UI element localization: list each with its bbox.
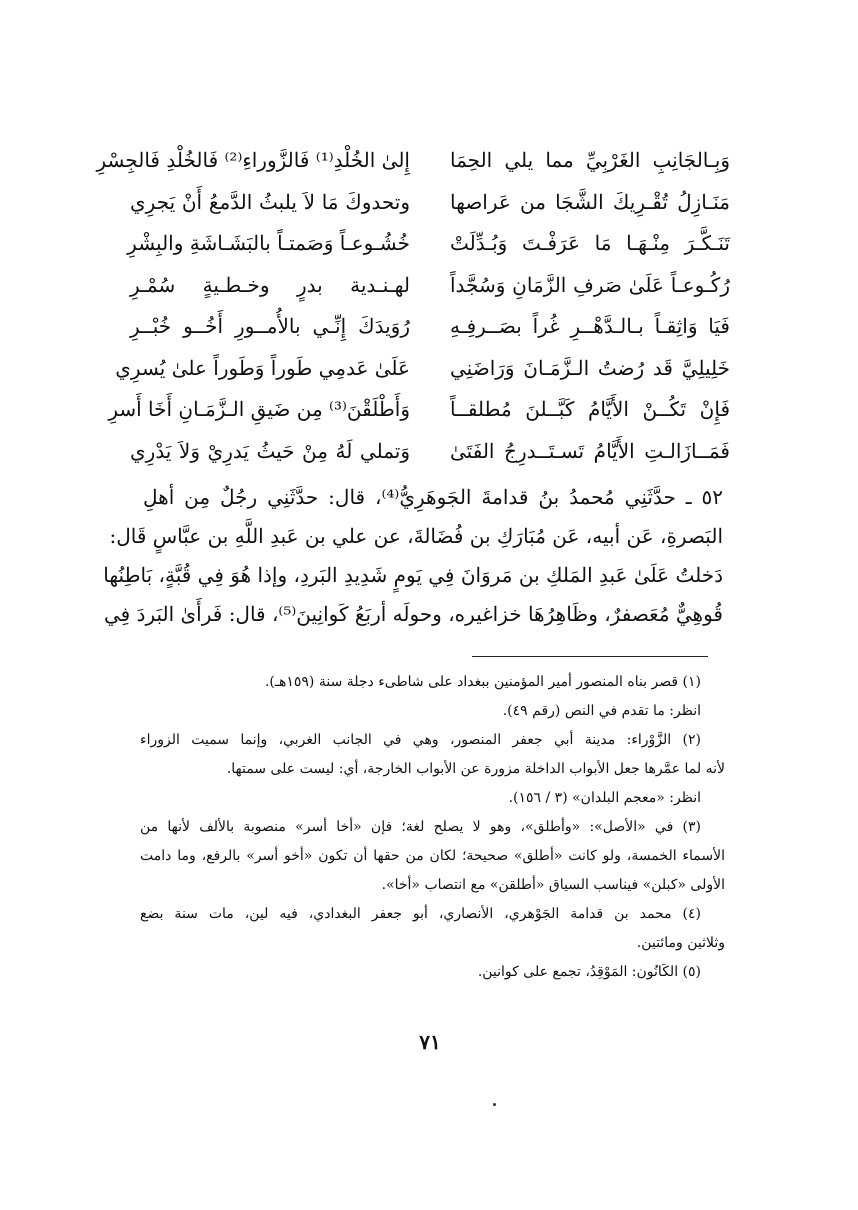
footnote-line: الأسماء الخمسة، ولو كانت «أطلق» صحيحة؛ لكان من حقها أن تكون «أخو أسر» بالرفع، وما دامت — [140, 848, 725, 864]
verse-hemistich: وَتملي لَهُ مِنْ حَيثُ يَدرِيْ وَلاَ يَدْرِي — [130, 438, 410, 463]
verse-hemistich: مَنَـازِلُ تُقْـرِيكَ الشَّجَا من عَراصها — [450, 189, 730, 214]
narration-paragraph — [103, 478, 723, 634]
footnote-line: (٣) في «الأصل»: «وأطلق»، وهو لا يصلح لغة؛ فإن «أخا أسر» منصوبة بالألف لأنها من — [140, 819, 701, 835]
footnote-line: انظر: «معجم البلدان» (٣ / ١٥٦). — [508, 790, 701, 806]
verse-hemistich: خَلِيلِيَّ قَد رُضتُ الـزَّمَـانَ وَرَاضَنِي — [450, 355, 730, 380]
verse-hemistich: فَإِنْ تَكُــنْ الأَيَّامُ كَبَّــلنَ مُطلقــاً — [450, 397, 730, 421]
poem-second-hemistichs — [96, 140, 410, 472]
verse-hemistich: وَأَطْلَقْنَ⁽³⁾ مِن ضَيقِ الـزَّمَـانِ أَخَا أَسرِ — [108, 397, 410, 421]
footnote-line: لأنه لما عمَّرها جعل الأبواب الداخلة مزورة عن الأبواب الخارجة، أي: ليست على سمتها. — [226, 761, 725, 777]
footnote-line: الأولى «كبلن» فيناسب السياق «أطلقن» مع انتصاب «أخا». — [381, 877, 725, 893]
verse-hemistich: إِلىٰ الخُلْدِ⁽¹⁾ فَالزَّوراءِ⁽²⁾ فَالخُلْدِ فَالجِسْرِ — [96, 148, 410, 172]
verse-hemistich: وَبِـالجَانِبِ الغَرْبِيِّ مما يلي الحِمَا — [450, 148, 730, 172]
verse-hemistich: تَنَـكَّـرَ مِنْـهَـا مَا عَرَفْـتَ وَبُـدِّلَتْ — [450, 231, 730, 255]
paragraph-line: قُوهِيٌّ مُعَصفرٌ، وظَاهِرُهَا خزاغيره، وحولَه أربَعُ كَوانِينَ⁽⁵⁾، قال: فَرأَىٰ البَردَ فِي — [103, 602, 723, 626]
verse-hemistich: عَلَىٰ عَدمِي طَوراً وَطَوراً علىٰ يُسرِي — [115, 355, 410, 380]
paragraph-line: دَخلتُ عَلَىٰ عَبدِ المَلكِ بن مَروَانَ فِي يَومٍ شَدِيدِ البَردِ، وإذا هُوَ فِي قُبَّةٍ، بَاطِنُها — [103, 563, 723, 587]
footnote-separator — [472, 656, 708, 657]
footnote-line: (١) قصر بناه المنصور أمير المؤمنين ببغداد على شاطىء دجلة سنة (١٥٩هـ). — [264, 674, 701, 690]
paragraph-line: ٥٢ ـ حدَّثَنِي مُحمدُ بنُ قدامةَ الجَوهَرِيُّ⁽⁴⁾، قال: حدَّثَنِي رجُلٌ مِن أهلِ — [143, 485, 723, 509]
verse-hemistich: رُوَيدَكَ إِنِّـي بالأُمــورِ أَخُــو خُبْــرِ — [130, 314, 410, 338]
verse-hemistich: وتحدوكَ مَا لاَ يلبثُ الدَّمعُ أَنْ يَجرِي — [130, 189, 410, 214]
footnote-line: (٤) محمد بن قدامة الجَوْهري، الأنصاري، أبو جعفر البغدادي، فيه لين، مات سنة بضع — [140, 906, 701, 922]
verse-hemistich: فَمَــازَالـتِ الأَيَّامُ تَسـتَــدرِجُ الفَتَىٰ — [450, 438, 730, 463]
verse-hemistich: رُكُـوعـاً عَلَىٰ صَرفِ الزَّمَانِ وَسُجَّداً — [450, 272, 730, 297]
verse-hemistich: خُشُـوعـاً وَصَمتـاً بالبَشَـاشَةِ والبِشْرِ — [127, 231, 410, 255]
verse-hemistich: لهـنـدية بدرٍ وخـطـيةٍ سُمْـرِ — [130, 272, 410, 297]
paragraph-line: البَصرةِ، عَن أبيه، عَن مُبَارَكِ بن فُضَالةَ، عن علي بن عَبدِ اللَّهِ بن عبَّاسٍ قَال: — [109, 524, 723, 548]
print-speck — [493, 1103, 496, 1106]
footnote-line: انظر: ما تقدم في النص (رقم ٤٩). — [502, 703, 701, 719]
page-number: ٧١ — [419, 1030, 441, 1054]
poem-verses — [96, 140, 730, 470]
footnote-line: (٢) الزَّوْراء: مدينة أبي جعفر المنصور، وهي في الجانب الغربي، وإنما سميت الزوراء — [140, 732, 701, 748]
poem-first-hemistichs — [450, 140, 730, 472]
footnotes — [140, 668, 725, 987]
verse-hemistich: فَيَا وَاثِقـاً بـالـدَّهْــرِ غُراً بصَــرفِـهِ — [450, 314, 730, 338]
footnote-line: (٥) الكَانُون: المَوْقِدُ، تجمع على كوانين. — [477, 964, 701, 980]
footnote-line: وثلاثين ومائتين. — [636, 935, 725, 951]
